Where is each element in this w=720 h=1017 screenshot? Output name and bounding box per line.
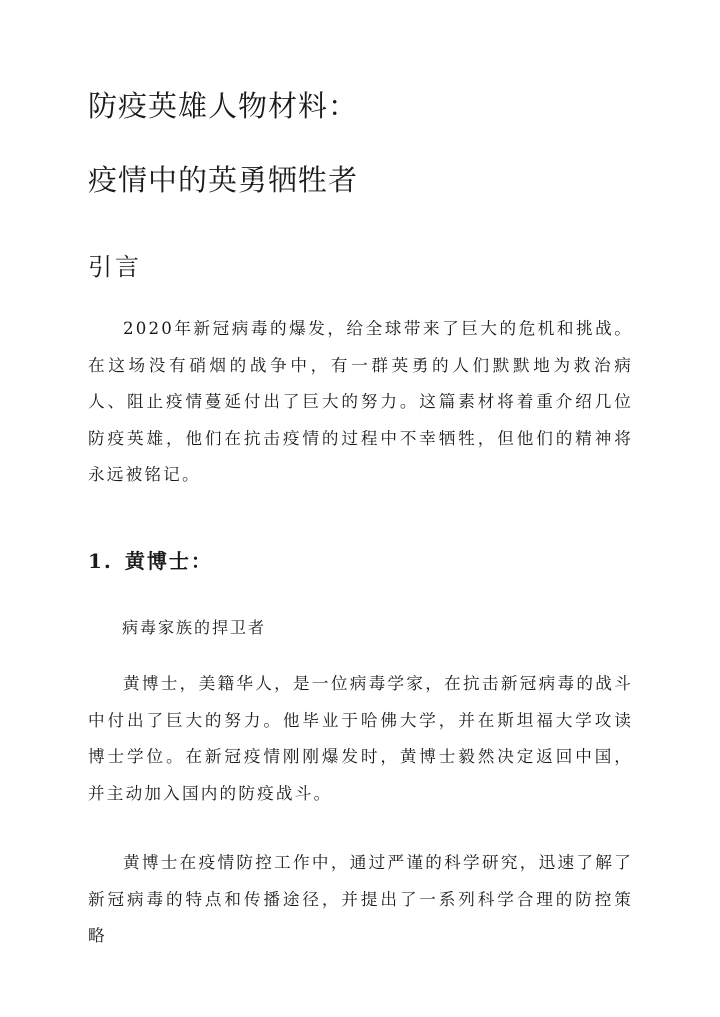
intro-heading: 引言	[88, 253, 142, 281]
section-1-paragraph-2: 黄博士在疫情防控工作中，通过严谨的科学研究，迅速了解了新冠病毒的特点和传播途径，并提出了一系列科学合理的防控策略	[88, 853, 633, 945]
document-title-line-1: 防疫英雄人物材料：	[88, 89, 359, 123]
section-1-heading	[88, 551, 213, 571]
intro-paragraph: 2020年新冠病毒的爆发，给全球带来了巨大的危机和挑战。在这场没有硝烟的战争中，有一群英勇的人们默默地为救治病人、阻止疫情蔓延付出了巨大的努力。这篇素材将着重介绍几位防疫英雄，他们在抗击疫情的过程中不幸牺牲，但他们的精神将永远被铭记。	[88, 319, 633, 484]
section-1-subtitle: 病毒家族的捍卫者	[122, 618, 267, 637]
document-title-line-2: 疫情中的英勇牺牲者	[88, 163, 359, 197]
section-1-title: 黄博士：	[124, 549, 213, 573]
section-1-paragraph-1: 黄博士，美籍华人，是一位病毒学家，在抗击新冠病毒的战斗中付出了巨大的努力。他毕业于哈佛大学，并在斯坦福大学攻读博士学位。在新冠疫情刚刚爆发时，黄博士毅然决定返回中国，并主动加入国内的防疫战斗。	[88, 674, 633, 803]
section-1-number: 1.	[88, 549, 113, 573]
